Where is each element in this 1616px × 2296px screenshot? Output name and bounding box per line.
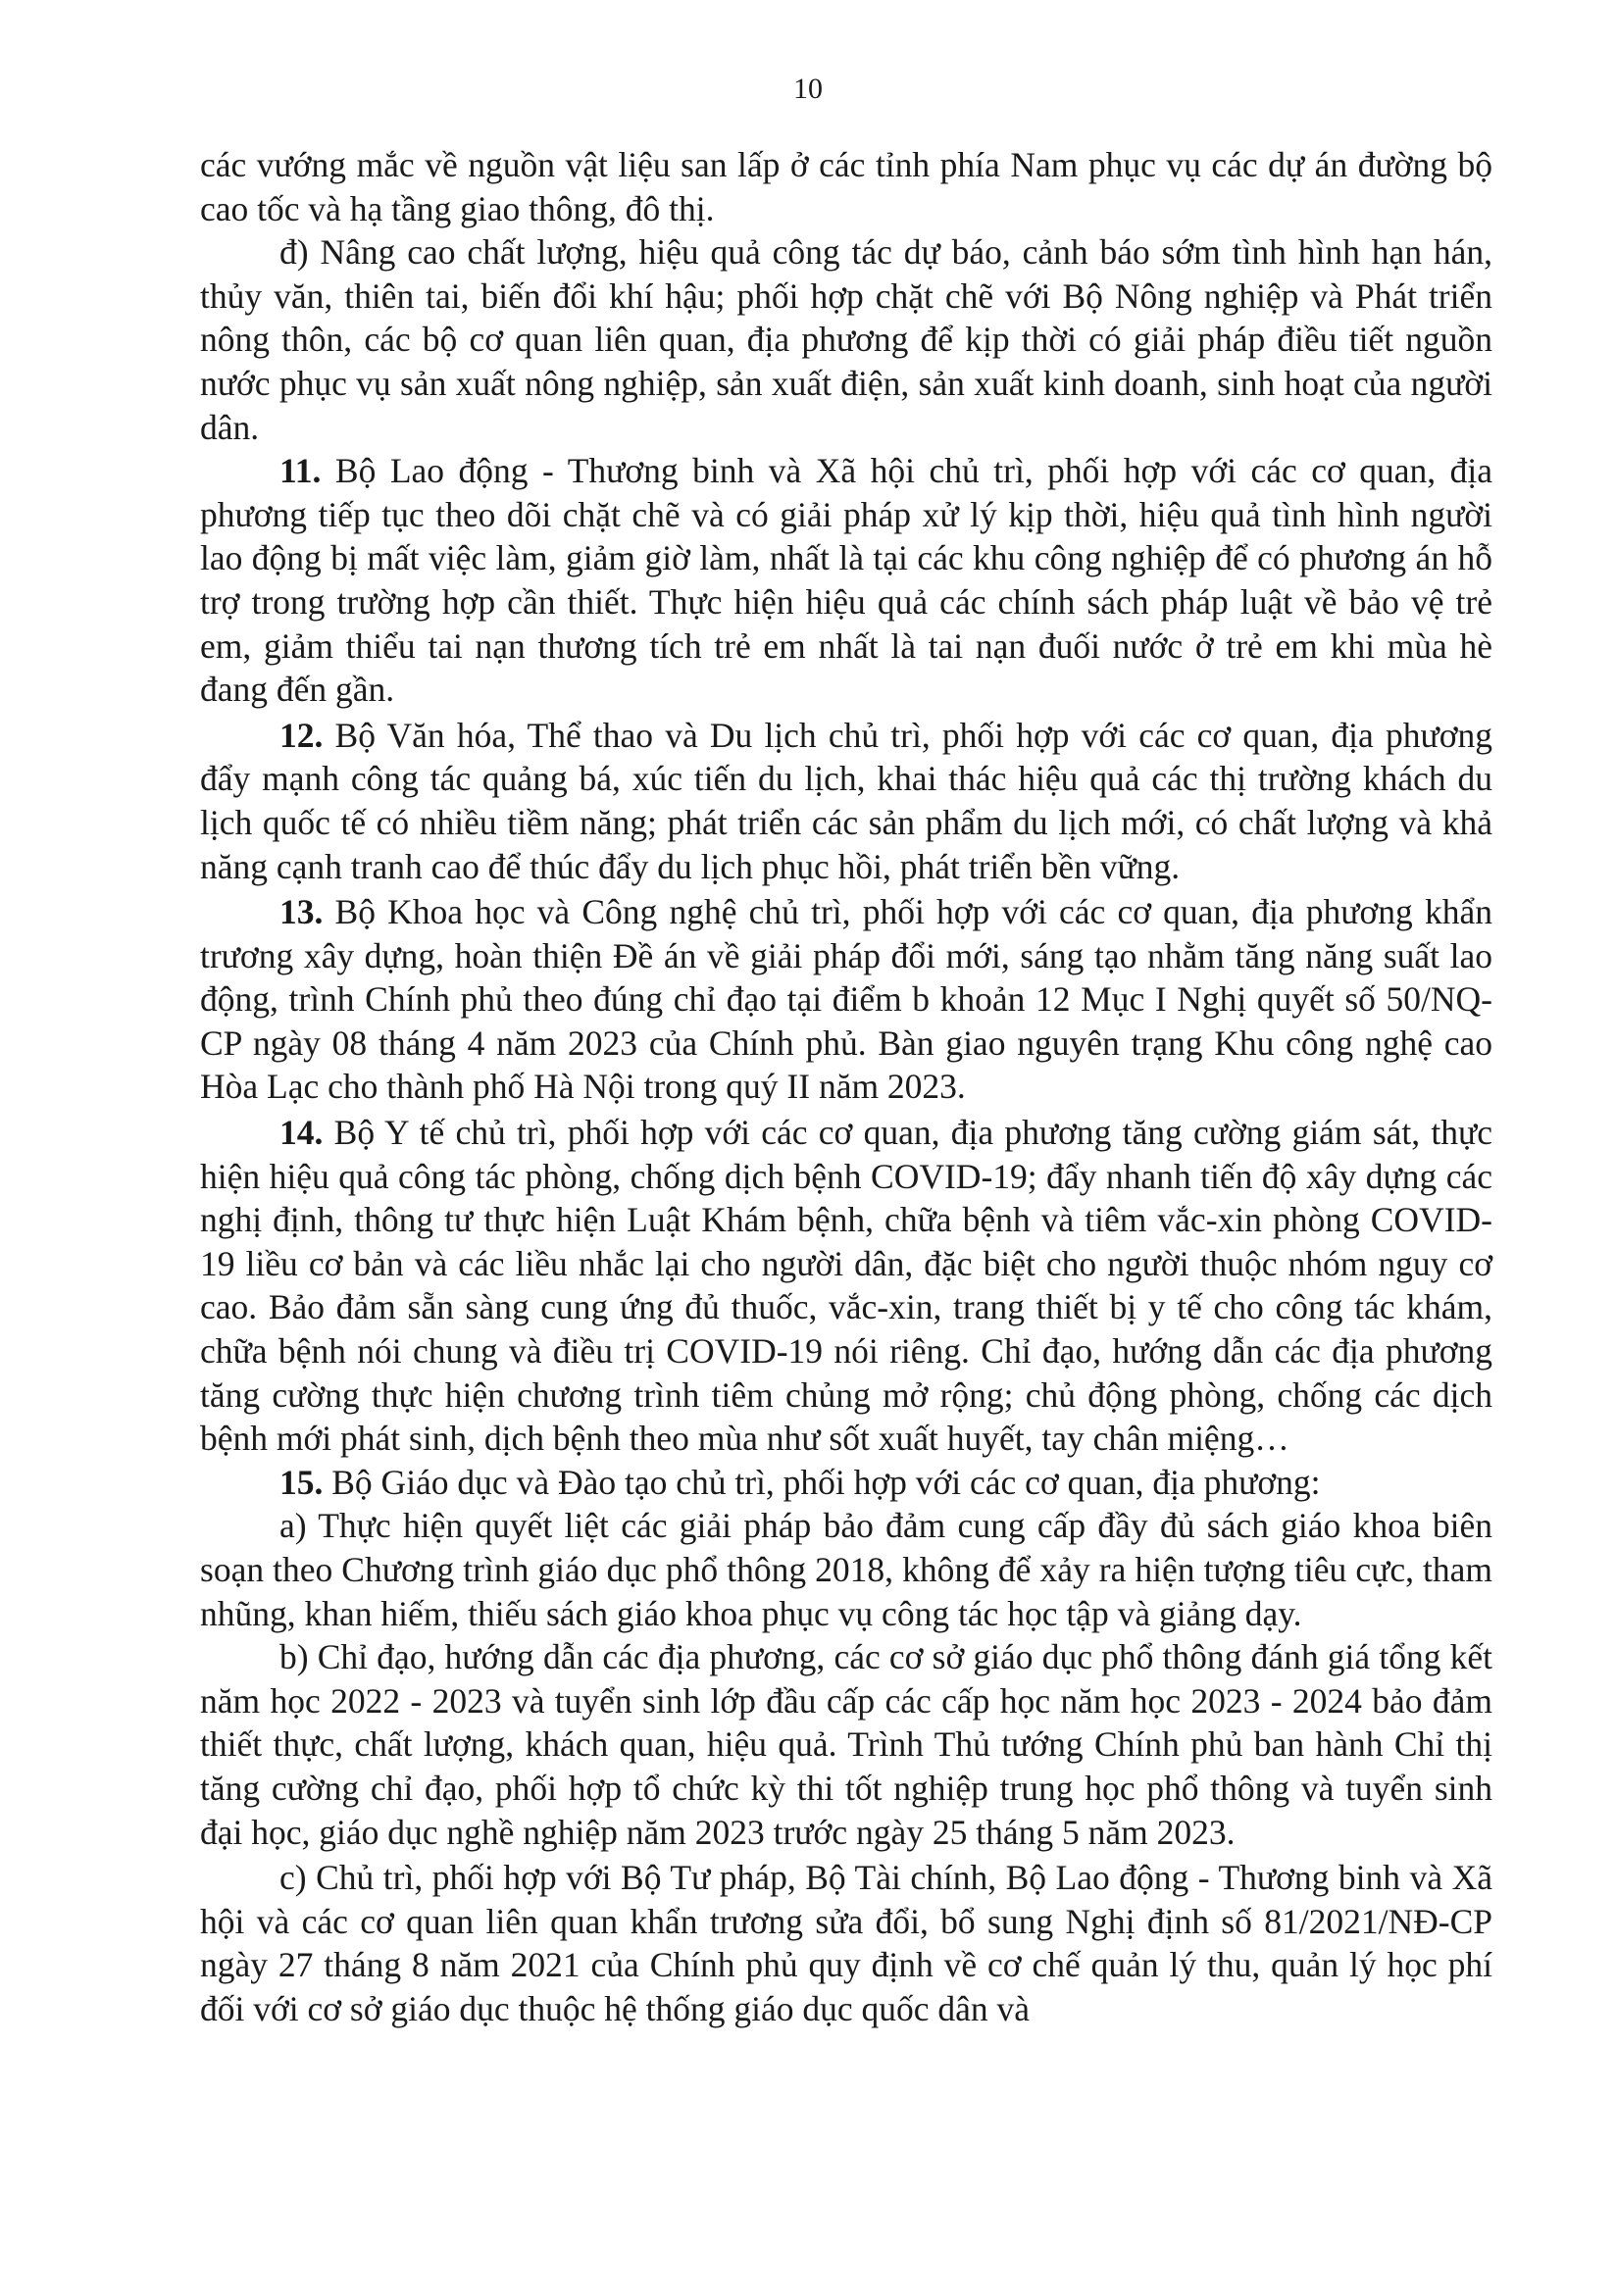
section-number: 11. (279, 451, 322, 491)
paragraph-item-a (200, 1504, 1492, 1635)
section-number: 14. (279, 1113, 324, 1153)
paragraph-text: a) Thực hiện quyết liệt các giải pháp bảo đảm cung cấp đầy đủ sách giáo khoa biên soạn theo Chương trình giáo dục phổ thông 2018, không để xảy ra hiện tượng tiêu cực, tham nhũng, khan hiếm, thiếu sách giáo khoa phục vụ công tác học tập và giảng dạy. (200, 1506, 1492, 1633)
paragraph-section-12 (200, 714, 1492, 888)
paragraph-item-dd (200, 230, 1492, 449)
paragraph-text: Bộ Y tế chủ trì, phối hợp với các cơ quan, địa phương tăng cường giám sát, thực hiện hiệu quả công tác phòng, chống dịch bệnh COVID-19; đẩy nhanh tiến độ xây dựng các nghị định, thông tư thực hiện Luật Khám bệnh, chữa bệnh và tiêm vắc-xin phòng COVID-19 liều cơ bản và các liều nhắc lại cho người dân, đặc biệt cho người thuộc nhóm nguy cơ cao. Bảo đảm sẵn sàng cung ứng đủ thuốc, vắc-xin, trang thiết bị y tế cho công tác khám, chữa bệnh nói chung và điều trị COVID-19 nói riêng. Chỉ đạo, hướng dẫn các địa phương tăng cường thực hiện chương trình tiêm chủng mở rộng; chủ động phòng, chống các dịch bệnh mới phát sinh, dịch bệnh theo mùa như sốt xuất huyết, tay chân miệng… (200, 1113, 1492, 1459)
paragraph-section-11 (200, 449, 1492, 712)
document-body (200, 143, 1492, 2031)
paragraph-section-13 (200, 890, 1492, 1109)
paragraph-continuation (200, 143, 1492, 230)
paragraph-item-c (200, 1856, 1492, 2030)
page-number: 10 (793, 73, 823, 105)
section-number: 15. (279, 1462, 324, 1502)
paragraph-text: c) Chủ trì, phối hợp với Bộ Tư pháp, Bộ Tài chính, Bộ Lao động - Thương binh và Xã hội và các cơ quan liên quan khẩn trương sửa đổi, bổ sung Nghị định số 81/2021/NĐ-CP ngày 27 tháng 8 năm 2021 của Chính phủ quy định về cơ chế quản lý thu, quản lý học phí đối với cơ sở giáo dục thuộc hệ thống giáo dục quốc dân và (200, 1858, 1492, 2028)
paragraph-text: Bộ Khoa học và Công nghệ chủ trì, phối hợp với các cơ quan, địa phương khẩn trương xây dựng, hoàn thiện Đề án về giải pháp đổi mới, sáng tạo nhằm tăng năng suất lao động, trình Chính phủ theo đúng chỉ đạo tại điểm b khoản 12 Mục I Nghị quyết số 50/NQ-CP ngày 08 tháng 4 năm 2023 của Chính phủ. Bàn giao nguyên trạng Khu công nghệ cao Hòa Lạc cho thành phố Hà Nội trong quý II năm 2023. (200, 892, 1492, 1107)
paragraph-text: các vướng mắc về nguồn vật liệu san lấp ở các tỉnh phía Nam phục vụ các dự án đường bộ cao tốc và hạ tầng giao thông, đô thị. (200, 145, 1492, 228)
section-number: 12. (279, 715, 324, 755)
paragraph-item-b (200, 1635, 1492, 1854)
paragraph-text: Bộ Giáo dục và Đào tạo chủ trì, phối hợp với các cơ quan, địa phương: (323, 1462, 1321, 1502)
paragraph-section-14 (200, 1111, 1492, 1461)
paragraph-text: đ) Nâng cao chất lượng, hiệu quả công tác dự báo, cảnh báo sớm tình hình hạn hán, thủy văn, thiên tai, biến đổi khí hậu; phối hợp chặt chẽ với Bộ Nông nghiệp và Phát triển nông thôn, các bộ cơ quan liên quan, địa phương để kịp thời có giải pháp điều tiết nguồn nước phục vụ sản xuất nông nghiệp, sản xuất điện, sản xuất kinh doanh, sinh hoạt của người dân. (200, 232, 1492, 447)
paragraph-text: Bộ Văn hóa, Thể thao và Du lịch chủ trì, phối hợp với các cơ quan, địa phương đẩy mạnh công tác quảng bá, xúc tiến du lịch, khai thác hiệu quả các thị trường khách du lịch quốc tế có nhiều tiềm năng; phát triển các sản phẩm du lịch mới, có chất lượng và khả năng cạnh tranh cao để thúc đẩy du lịch phục hồi, phát triển bền vững. (200, 715, 1492, 886)
paragraph-section-15 (200, 1461, 1492, 1505)
paragraph-text: b) Chỉ đạo, hướng dẫn các địa phương, các cơ sở giáo dục phổ thông đánh giá tổng kết năm học 2022 - 2023 và tuyển sinh lớp đầu cấp các cấp học năm học 2023 - 2024 bảo đảm thiết thực, chất lượng, khách quan, hiệu quả. Trình Thủ tướng Chính phủ ban hành Chỉ thị tăng cường chỉ đạo, phối hợp tổ chức kỳ thi tốt nghiệp trung học phổ thông và tuyển sinh đại học, giáo dục nghề nghiệp năm 2023 trước ngày 25 tháng 5 năm 2023. (200, 1637, 1492, 1852)
section-number: 13. (279, 892, 324, 932)
paragraph-text: Bộ Lao động - Thương binh và Xã hội chủ trì, phối hợp với các cơ quan, địa phương tiếp tục theo dõi chặt chẽ và có giải pháp xử lý kịp thời, hiệu quả tình hình người lao động bị mất việc làm, giảm giờ làm, nhất là tại các khu công nghiệp để có phương án hỗ trợ trong trường hợp cần thiết. Thực hiện hiệu quả các chính sách pháp luật về bảo vệ trẻ em, giảm thiểu tai nạn thương tích trẻ em nhất là tai nạn đuối nước ở trẻ em khi mùa hè đang đến gần. (200, 451, 1492, 710)
